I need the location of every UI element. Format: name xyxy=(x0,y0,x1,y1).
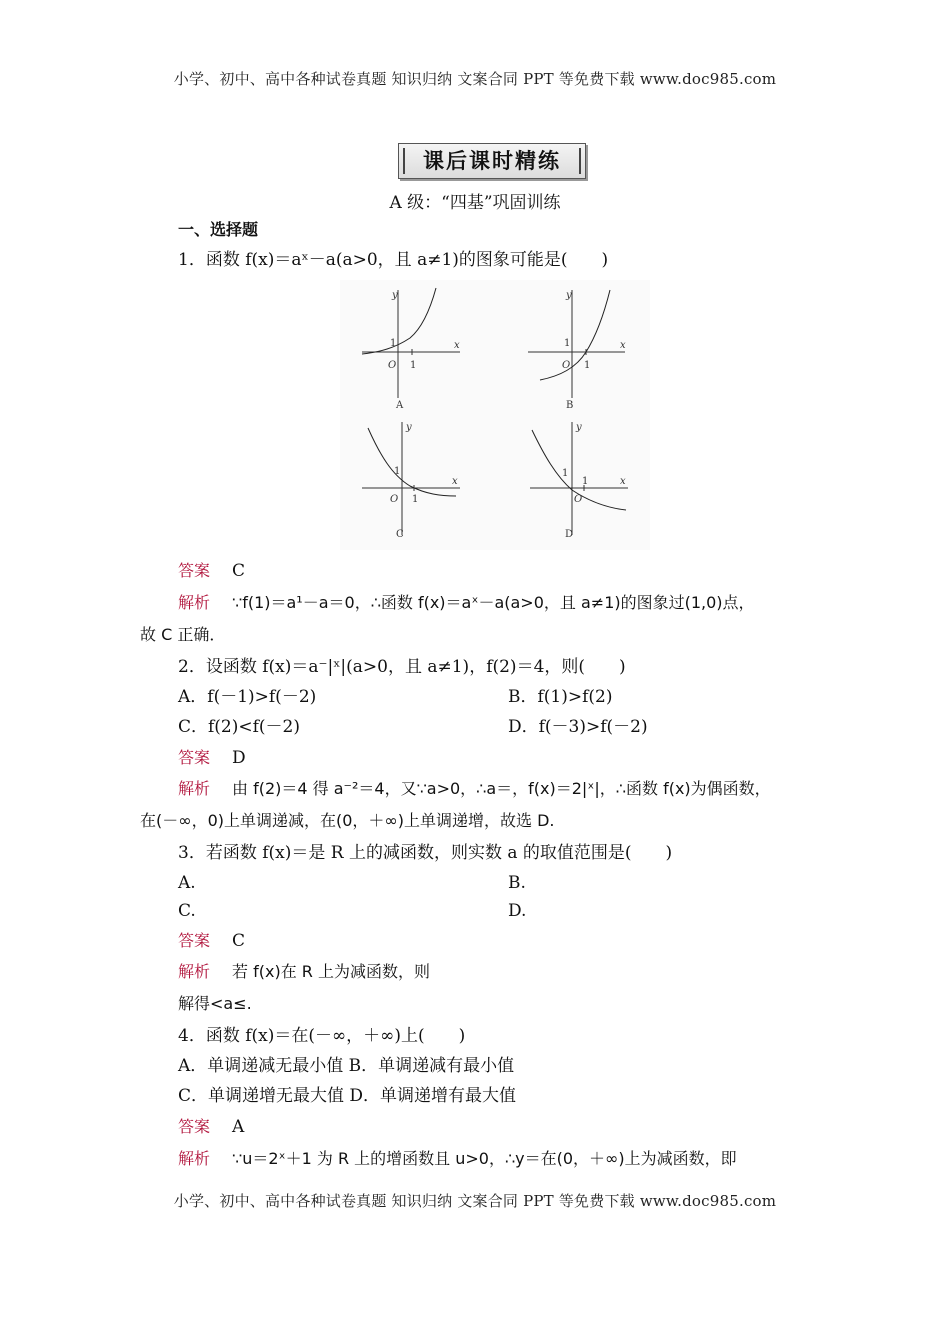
q3-option-a: A. xyxy=(178,873,196,893)
q3-stem: 3．若函数 f(x)＝是 R 上的减函数，则实数 a 的取值范围是( ) xyxy=(178,843,673,863)
q1-answer xyxy=(178,560,245,582)
graph-d-one-y: 1 xyxy=(562,468,569,479)
q1-graph-svg xyxy=(340,280,650,550)
section-heading: 一、选择题 xyxy=(178,220,259,239)
graph-b xyxy=(528,290,625,398)
graph-d-caption: D xyxy=(565,529,574,540)
graph-a-one-y: 1 xyxy=(390,338,397,349)
graph-c-origin: O xyxy=(390,494,399,505)
q2-option-c: C．f(2)<f(－2) xyxy=(178,717,300,737)
q4-answer xyxy=(178,1116,244,1138)
q4-options-cd: C．单调递增无最大值 D．单调递增有最大值 xyxy=(178,1086,517,1106)
q3-answer-value: C xyxy=(232,931,246,951)
page-footer: 小学、初中、高中各种试卷真题 知识归纳 文案合同 PPT 等免费下载 www.doc985.com xyxy=(173,1192,777,1210)
graph-c-one-y: 1 xyxy=(394,466,401,477)
analysis-label: 解析 xyxy=(178,779,211,798)
graph-c-one-x: 1 xyxy=(412,494,419,505)
q4-analysis-line1 xyxy=(178,1148,737,1170)
graph-c-curve xyxy=(368,428,456,496)
graph-d xyxy=(530,422,628,535)
q3-analysis-line1 xyxy=(178,961,430,983)
graph-a-one-x: 1 xyxy=(410,360,417,371)
graph-a-origin: O xyxy=(388,360,397,371)
graph-c-x-label: x xyxy=(452,476,458,487)
graph-a-y-label: y xyxy=(392,290,398,301)
graph-d-y-label: y xyxy=(576,422,582,433)
q1-analysis-line2: 故 C 正确． xyxy=(140,625,226,644)
graph-c-caption: C xyxy=(396,529,404,540)
q2-analysis-line1 xyxy=(178,778,771,800)
q1-graph-figure xyxy=(340,280,650,550)
q3-option-d: D. xyxy=(508,901,527,921)
graph-b-curve xyxy=(540,290,610,380)
q1-analysis-text1: ∵f(1)＝a¹－a＝0，∴函数 f(x)＝aˣ－a(a>0，且 a≠1)的图象过(1,0)点， xyxy=(232,593,755,612)
analysis-label: 解析 xyxy=(178,1149,211,1168)
page-header: 小学、初中、高中各种试卷真题 知识归纳 文案合同 PPT 等免费下载 www.doc985.com xyxy=(173,70,777,88)
q2-stem: 2．设函数 f(x)＝a⁻|ˣ|(a>0，且 a≠1)，f(2)＝4，则( ) xyxy=(178,657,626,677)
level-heading: A 级：“四基”巩固训练 xyxy=(389,193,561,213)
q2-analysis-line2: 在(－∞，0)上单调递减，在(0，＋∞)上单调递增，故选 D. xyxy=(140,811,555,830)
graph-d-one-x: 1 xyxy=(582,476,589,487)
q1-stem: 1．函数 f(x)＝aˣ－a(a>0，且 a≠1)的图象可能是( ) xyxy=(178,250,609,270)
analysis-label: 解析 xyxy=(178,593,211,612)
answer-label: 答案 xyxy=(178,748,211,767)
q1-answer-value: C xyxy=(232,561,246,581)
section-title-banner: 课后课时精练 xyxy=(398,143,586,179)
graph-a-caption: A xyxy=(396,400,404,411)
graph-a-x-label: x xyxy=(454,340,460,351)
q3-answer xyxy=(178,930,245,952)
graph-b-caption: B xyxy=(566,400,574,411)
q2-answer-value: D xyxy=(232,748,246,768)
graph-b-one-y: 1 xyxy=(564,338,571,349)
q1-analysis-line1 xyxy=(178,592,755,614)
graph-b-x-label: x xyxy=(620,340,626,351)
q3-option-c: C. xyxy=(178,901,196,921)
graph-c xyxy=(362,422,460,535)
q3-analysis-line2: 解得<a≤. xyxy=(178,994,252,1013)
q4-answer-value: A xyxy=(232,1117,245,1137)
q3-analysis-text1: 若 f(x)在 R 上为减函数，则 xyxy=(232,962,430,981)
graph-b-y-label: y xyxy=(566,290,572,301)
graph-a xyxy=(362,288,460,398)
q2-analysis-text1: 由 f(2)＝4 得 a⁻²＝4，又∵a>0，∴a＝，f(x)＝2|ˣ|，∴函数 f(x)为偶函数， xyxy=(232,779,771,798)
graph-c-y-label: y xyxy=(406,422,412,433)
q2-option-a: A．f(－1)>f(－2) xyxy=(178,687,317,707)
answer-label: 答案 xyxy=(178,1117,211,1136)
graph-a-curve xyxy=(362,288,436,354)
analysis-label: 解析 xyxy=(178,962,211,981)
graph-d-x-label: x xyxy=(620,476,626,487)
q4-options-ab: A．单调递减无最小值 B．单调递减有最小值 xyxy=(178,1056,515,1076)
q2-option-b: B．f(1)>f(2) xyxy=(508,687,613,707)
answer-label: 答案 xyxy=(178,561,211,580)
graph-b-one-x: 1 xyxy=(584,360,591,371)
graph-b-origin: O xyxy=(562,360,571,371)
q2-option-d: D．f(－3)>f(－2) xyxy=(508,717,648,737)
q3-option-b: B. xyxy=(508,873,526,893)
q2-answer xyxy=(178,747,246,769)
answer-label: 答案 xyxy=(178,931,211,950)
q4-stem: 4．函数 f(x)＝在(－∞，＋∞)上( ) xyxy=(178,1026,466,1046)
graph-d-origin: O xyxy=(574,494,583,505)
q4-analysis-text1: ∵u＝2ˣ＋1 为 R 上的增函数且 u>0，∴y＝在(0，＋∞)上为减函数，即 xyxy=(232,1149,737,1168)
